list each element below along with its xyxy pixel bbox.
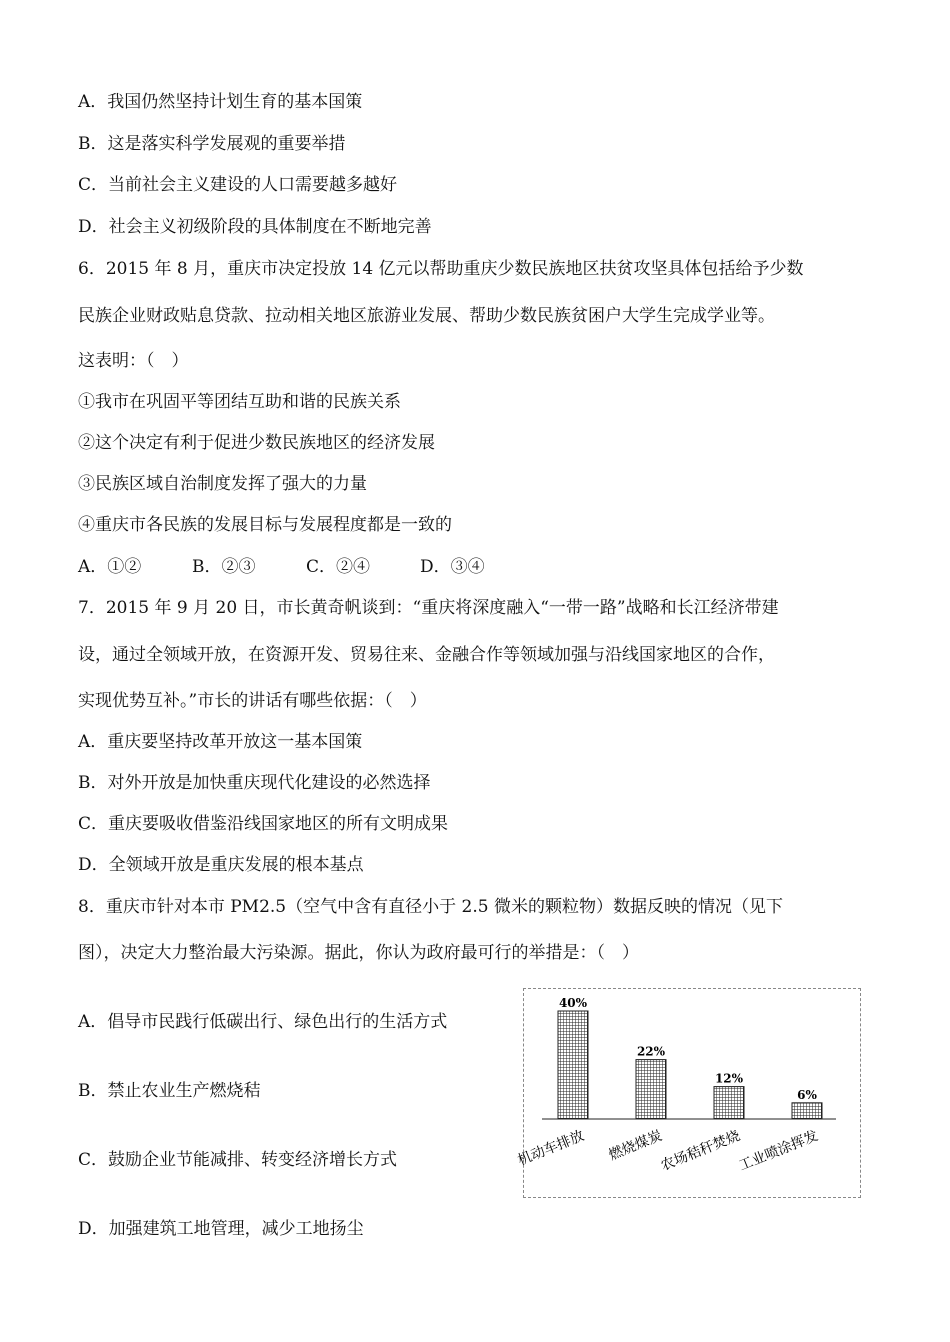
q5-option-b: B．这是落实科学发展观的重要举措 (78, 134, 346, 154)
q6-options-row (78, 555, 485, 579)
q8-stem-line-2: 图），决定大力整治最大污染源。据此，你认为政府最可行的举措是：（ ） (78, 943, 639, 963)
category-label-4: 工业喷涂挥发 (736, 1127, 821, 1175)
q6-statement-2: ②这个决定有利于促进少数民族地区的经济发展 (78, 433, 435, 453)
q7-option-c: C．重庆要吸收借鉴沿线国家地区的所有文明成果 (78, 814, 449, 834)
q6-stem-line-1: 6．2015 年 8 月，重庆市决定投放 14 亿元以帮助重庆少数民族地区扶贫攻坚具体包括给予少数 (78, 259, 804, 279)
q6-statement-3: ③民族区域自治制度发挥了强大的力量 (78, 474, 367, 494)
q6-option-d: D．③④ (420, 557, 485, 577)
q5-option-a: A．我国仍然坚持计划生育的基本国策 (78, 92, 363, 112)
q8-stem-line-1: 8．重庆市针对本市 PM2.5（空气中含有直径小于 2.5 微米的颗粒物）数据反映的情况（见下 (78, 897, 783, 917)
category-label-3: 农场秸秆焚烧 (658, 1127, 743, 1175)
q6-statement-4: ④重庆市各民族的发展目标与发展程度都是一致的 (78, 515, 452, 535)
q6-option-b: B．②③ (192, 557, 256, 577)
bar-4 (792, 1103, 822, 1119)
q5-option-c: C．当前社会主义建设的人口需要越多越好 (78, 175, 398, 195)
pm25-sources-chart (515, 988, 861, 1198)
bar-value-label-2: 22% (636, 1044, 666, 1059)
q6-option-c: C．②④ (306, 557, 371, 577)
q6-stem-line-3: 这表明：（ ） (78, 351, 189, 371)
q8-option-c: C．鼓励企业节能减排、转变经济增长方式 (78, 1150, 398, 1170)
bar-3 (714, 1087, 744, 1119)
bar-1 (558, 1011, 588, 1119)
bar-value-label-3: 12% (714, 1071, 744, 1086)
category-label-1: 机动车排放 (515, 1127, 587, 1169)
q8-option-d: D．加强建筑工地管理，减少工地扬尘 (78, 1219, 364, 1239)
q7-option-a: A．重庆要坚持改革开放这一基本国策 (78, 732, 363, 752)
category-label-2: 燃烧煤炭 (606, 1127, 665, 1164)
q6-option-a: A．①② (78, 557, 142, 577)
q7-option-b: B．对外开放是加快重庆现代化建设的必然选择 (78, 773, 431, 793)
q7-stem-line-2: 设，通过全领域开放，在资源开发、贸易往来、金融合作等领域加强与沿线国家地区的合作， (78, 645, 775, 665)
q6-statement-1: ①我市在巩固平等团结互助和谐的民族关系 (78, 392, 401, 412)
q8-option-b: B．禁止农业生产燃烧秸 (78, 1081, 261, 1101)
q7-option-d: D．全领域开放是重庆发展的根本基点 (78, 855, 364, 875)
chart-canvas (515, 989, 862, 1199)
q8-option-a: A．倡导市民践行低碳出行、绿色出行的生活方式 (78, 1012, 448, 1032)
q7-stem-line-3: 实现优势互补。”市长的讲话有哪些依据：（ ） (78, 691, 427, 711)
bar-value-label-4: 6% (797, 1087, 817, 1102)
q6-stem-line-2: 民族企业财政贴息贷款、拉动相关地区旅游业发展、帮助少数民族贫困户大学生完成学业等。 (78, 306, 775, 326)
q7-stem-line-1: 7．2015 年 9 月 20 日，市长黄奇帆谈到：“重庆将深度融入“一带一路”战略和长江经济带建 (78, 598, 779, 618)
bar-2 (636, 1060, 666, 1119)
q5-option-d: D．社会主义初级阶段的具体制度在不断地完善 (78, 217, 432, 237)
bar-value-label-1: 40% (558, 996, 588, 1010)
